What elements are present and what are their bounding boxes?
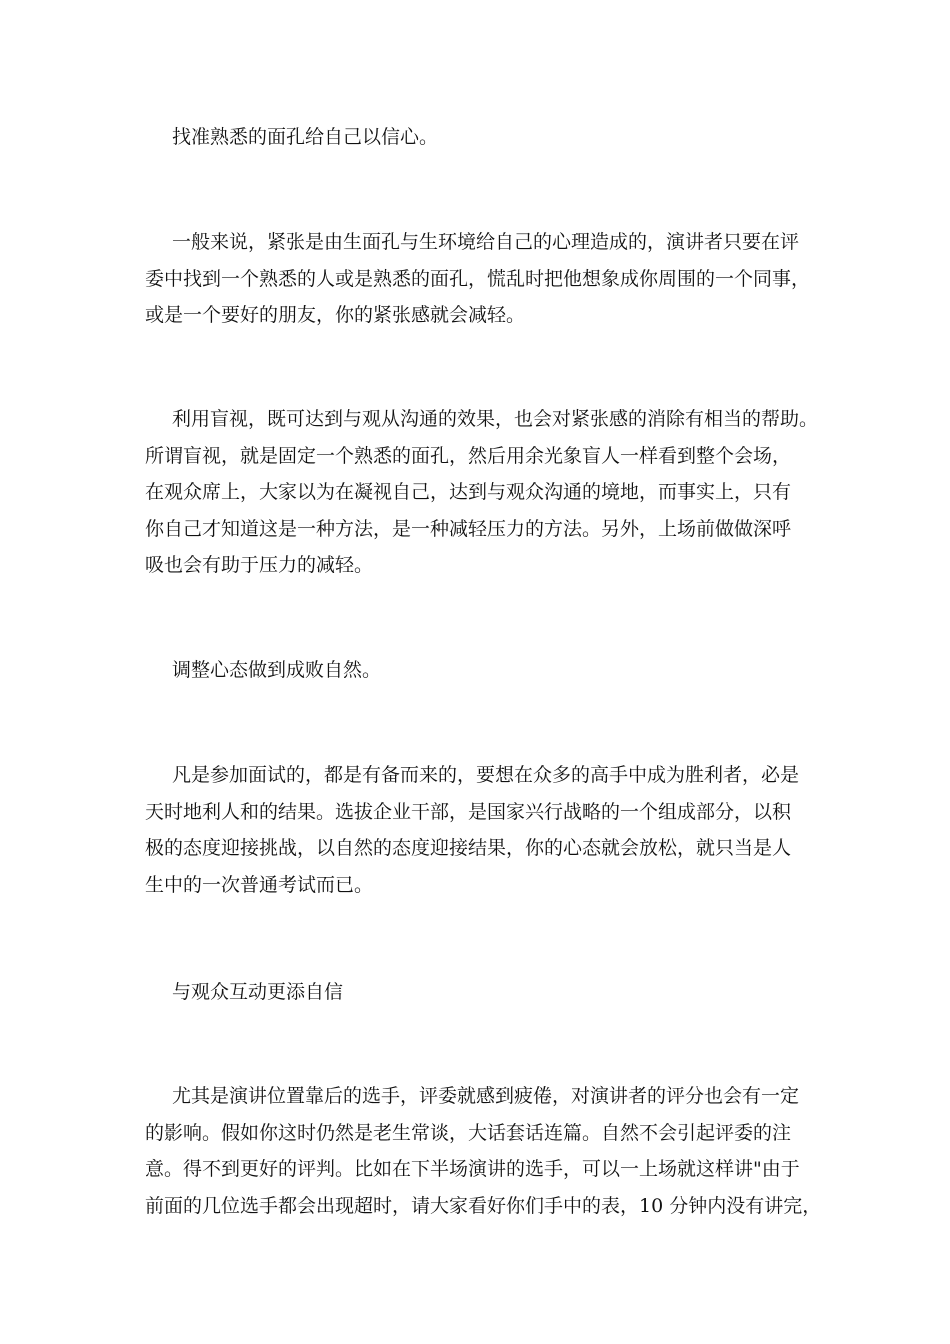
paragraph-line: 意。得不到更好的评判。比如在下半场演讲的选手，可以一上场就这样讲"由于 xyxy=(145,1158,800,1180)
paragraph-line: 极的态度迎接挑战，以自然的态度迎接结果，你的心态就会放松，就只当是人 xyxy=(145,837,792,859)
paragraph-audience-interaction xyxy=(145,1084,835,1230)
paragraph-line: 在观众席上，大家以为在凝视自己，达到与观众沟通的境地，而事实上，只有 xyxy=(145,481,792,503)
section-heading-audience-interaction: 与观众互动更添自信 xyxy=(172,981,344,1003)
paragraph-line: 凡是参加面试的，都是有备而来的，要想在众多的高手中成为胜利者，必是 xyxy=(172,764,800,786)
paragraph-line: 吸也会有助于压力的减轻。 xyxy=(145,554,374,576)
section-heading-familiar-faces: 找准熟悉的面孔给自己以信心。 xyxy=(172,126,439,148)
paragraph-blind-gaze xyxy=(145,407,835,590)
paragraph-line: 你自己才知道这是一种方法，是一种减轻压力的方法。另外，上场前做做深呼 xyxy=(145,517,792,540)
paragraph-line: 天时地利人和的结果。选拔企业干部，是国家兴行战略的一个组成部分，以积 xyxy=(145,800,792,823)
paragraph-nervousness xyxy=(145,230,835,340)
paragraph-line: 所谓盲视，就是固定一个熟悉的面孔，然后用余光象盲人一样看到整个会场， xyxy=(145,444,792,467)
paragraph-line: 的影响。假如你这时仍然是老生常谈，大话套话连篇。自然不会引起评委的注 xyxy=(145,1121,792,1144)
paragraph-line: 利用盲视，既可达到与观从沟通的效果，也会对紧张感的消除有相当的帮助。 xyxy=(172,408,819,430)
paragraph-mindset xyxy=(145,763,835,909)
paragraph-line: 尤其是演讲位置靠后的选手，评委就感到疲倦，对演讲者的评分也会有一定 xyxy=(172,1085,800,1107)
paragraph-line: 生中的一次普通考试而已。 xyxy=(145,873,374,896)
section-heading-mindset: 调整心态做到成败自然。 xyxy=(172,659,382,681)
paragraph-line: 一般来说，紧张是由生面孔与生环境给自己的心理造成的，演讲者只要在评 xyxy=(172,231,800,253)
paragraph-line: 前面的几位选手都会出现超时，请大家看好你们手中的表，10 分钟内没有讲完， xyxy=(145,1194,822,1217)
paragraph-line: 委中找到一个熟悉的人或是熟悉的面孔，慌乱时把他想象成你周围的一个同事， xyxy=(145,267,811,290)
paragraph-line: 或是一个要好的朋友，你的紧张感就会减轻。 xyxy=(145,304,526,326)
